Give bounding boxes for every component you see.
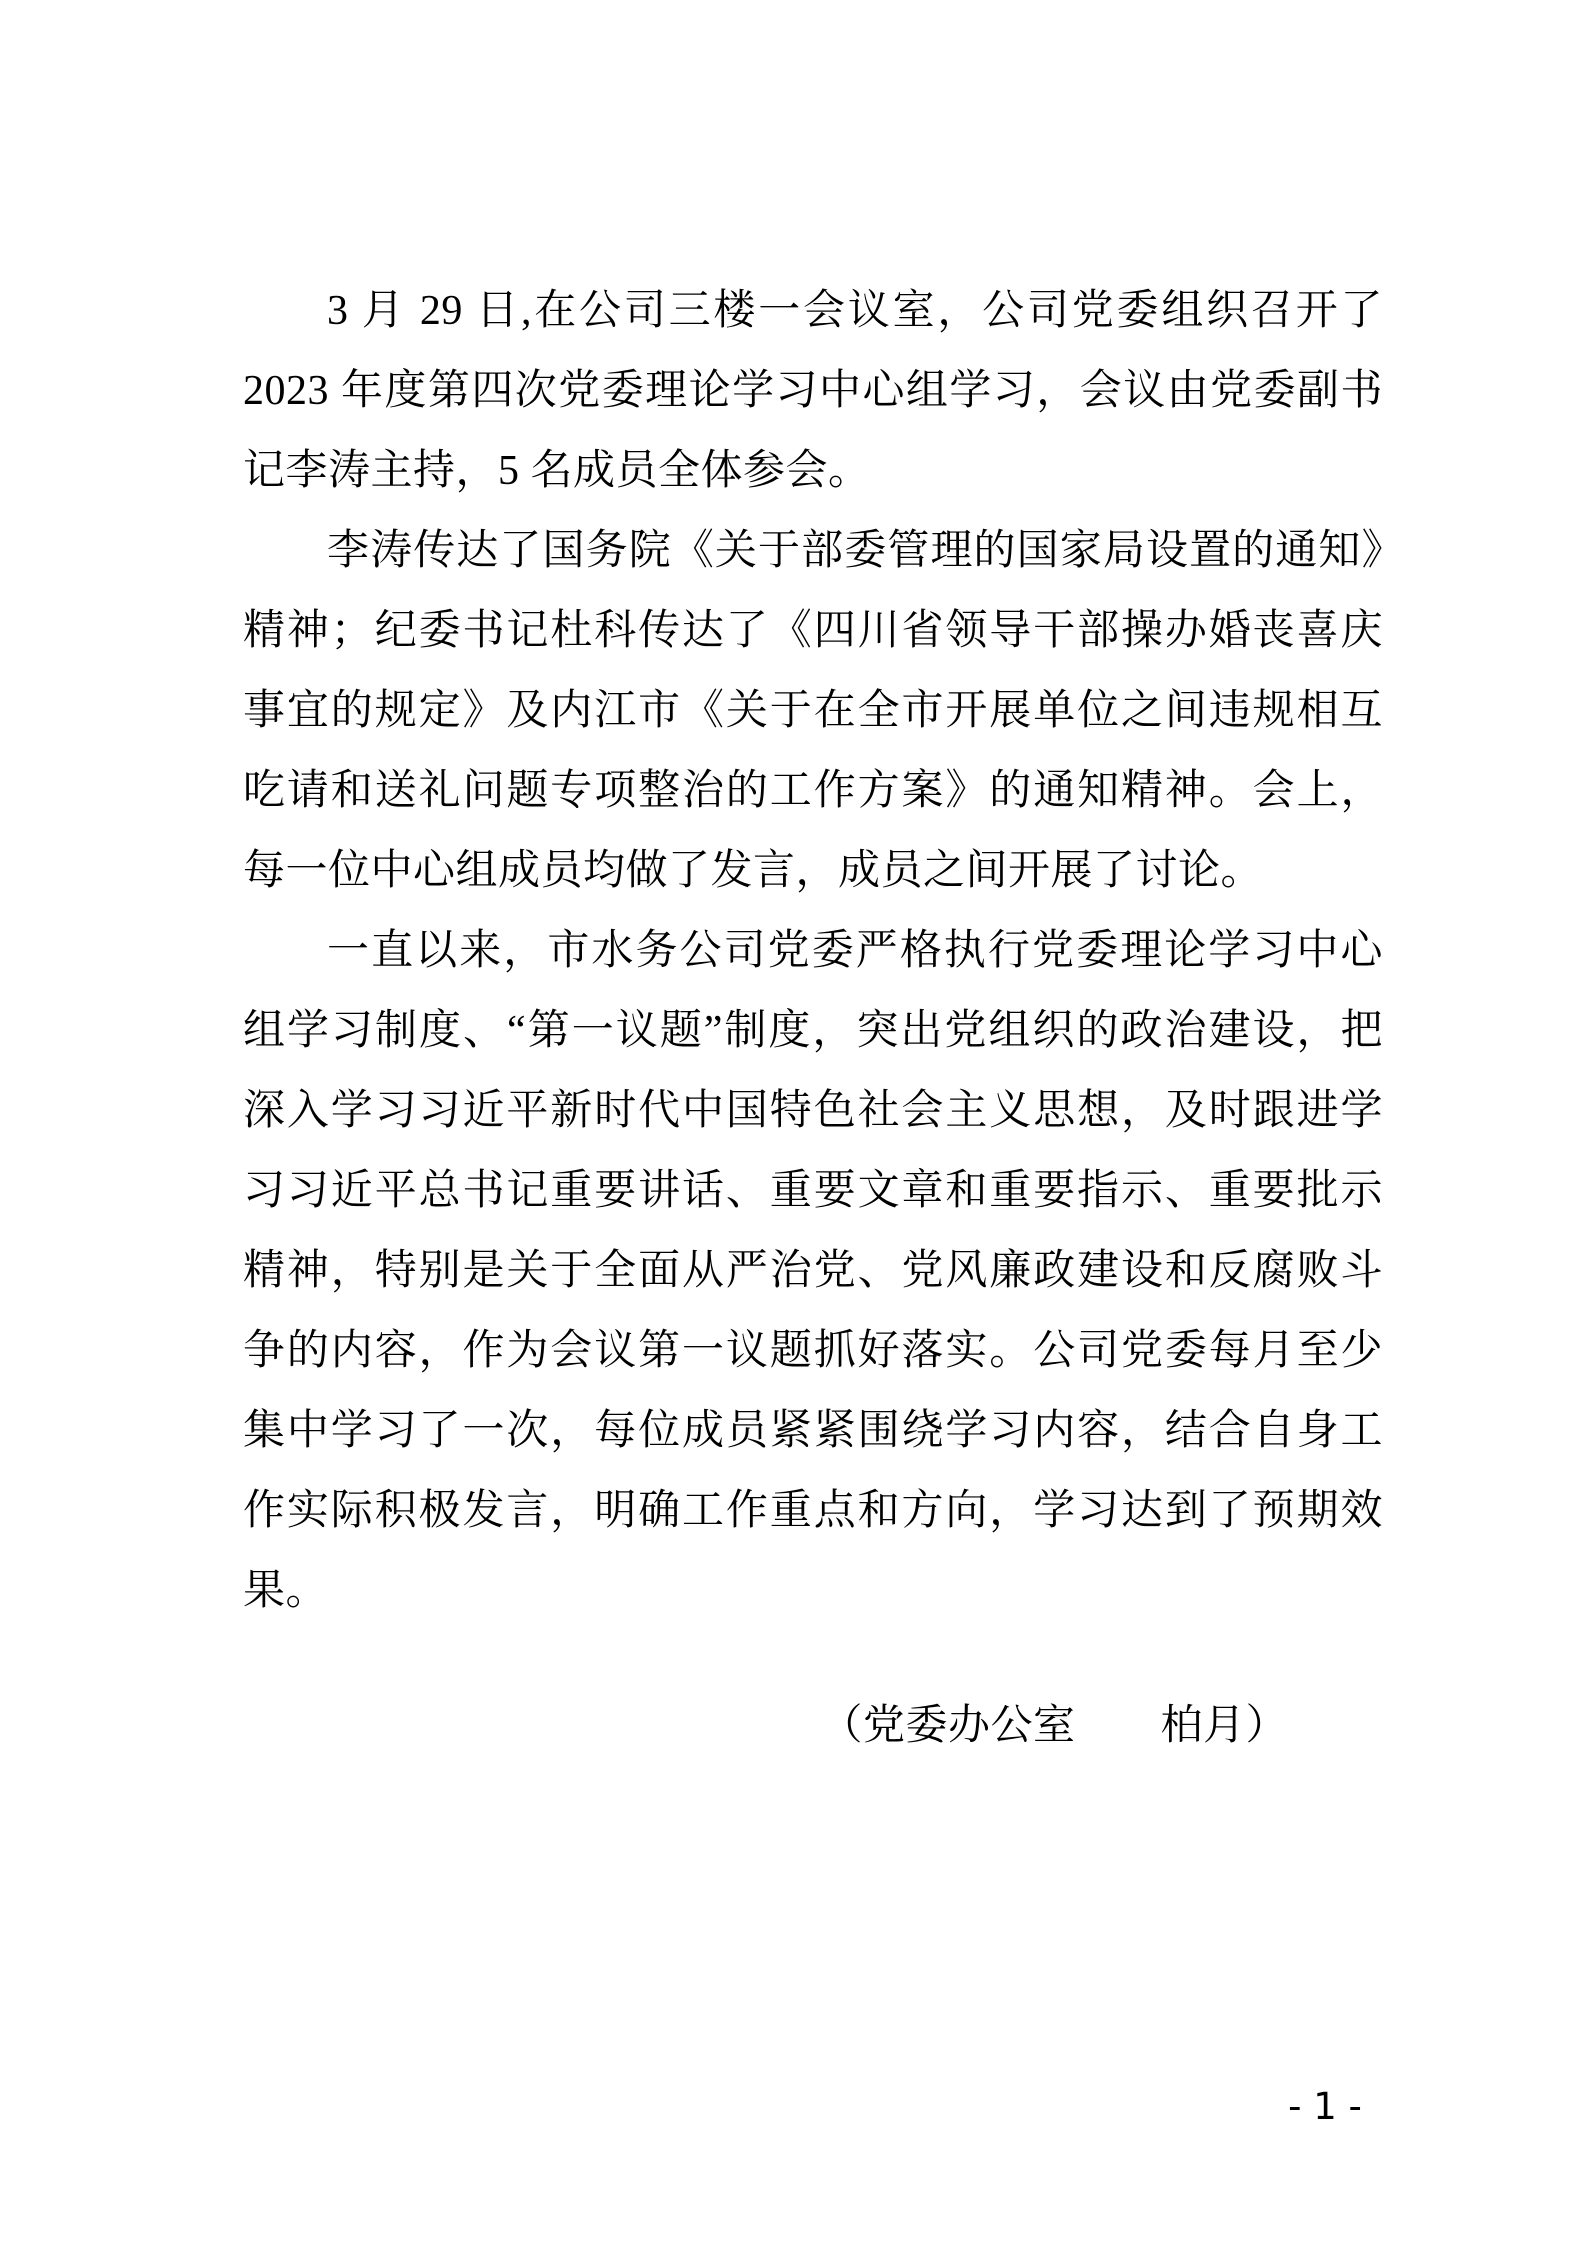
document-body	[243, 271, 1383, 1766]
signature: （党委办公室 柏月）	[820, 1703, 1288, 1749]
paragraph-documents-conveyed: 李涛传达了国务院《关于部委管理的国家局设置的通知》精神；纪委书记杜科传达了《四川省领导干部操办婚丧喜庆事宜的规定》及内江市《关于在全市开展单位之间违规相互吃请和送礼问题专项整治的工作方案》的通知精神。会上，每一位中心组成员均做了发言，成员之间开展了讨论。	[243, 528, 1383, 894]
paragraph-meeting-intro: 3 月 29 日,在公司三楼一会议室，公司党委组织召开了 2023 年度第四次党委理论学习中心组学习，会议由党委副书记李涛主持，5 名成员全体参会。	[243, 288, 1383, 494]
page-number: - 1 -	[1288, 2085, 1362, 2128]
paragraph-learning-system: 一直以来，市水务公司党委严格执行党委理论学习中心组学习制度、“第一议题”制度，突出党组织的政治建设，把深入学习习近平新时代中国特色社会主义思想，及时跟进学习习近平总书记重要讲话、重要文章和重要指示、重要批示精神，特别是关于全面从严治党、党风廉政建设和反腐败斗争的内容，作为会议第一议题抓好落实。公司党委每月至少集中学习了一次，每位成员紧紧围绕学习内容，结合自身工作实际积极发言，明确工作重点和方向，学习达到了预期效果。	[243, 928, 1383, 1614]
